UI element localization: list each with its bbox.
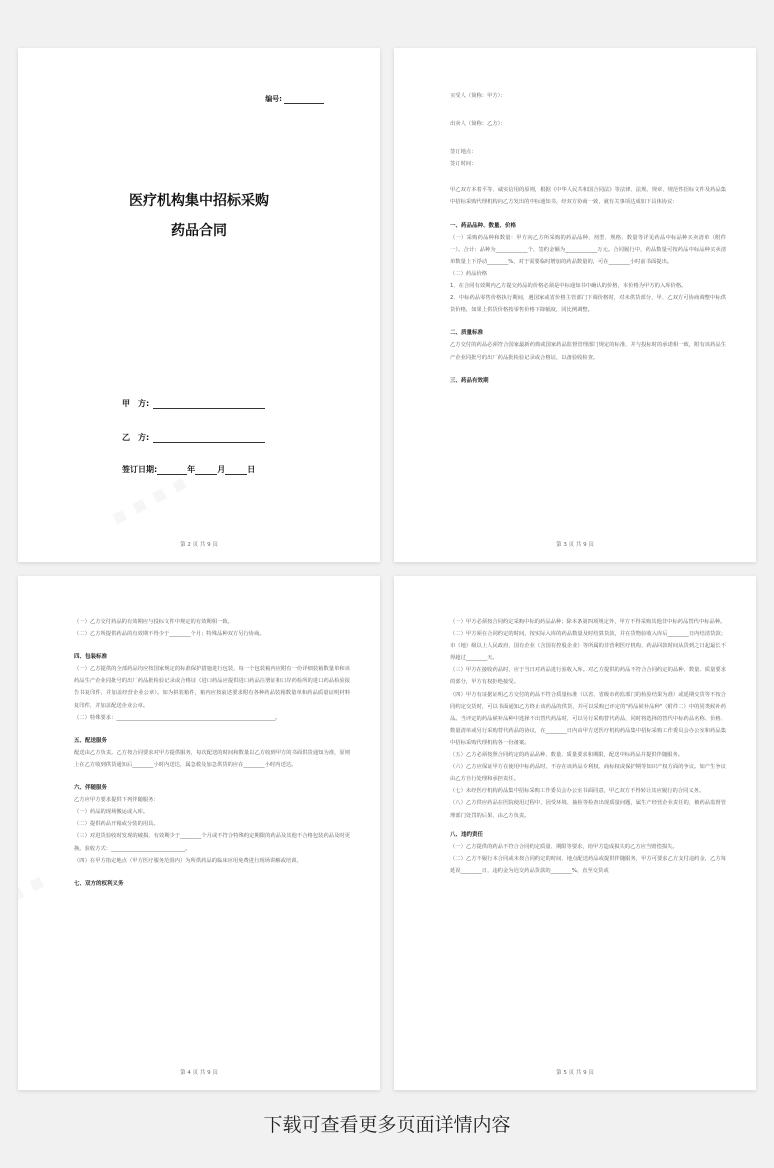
section-6-para-3: （三）对进货验收时发现的破损、有效期少于________个月或不符合特殊约定期限的药品及其他不合格包装药品及时更换。验收方式：____________________________。 <box>74 833 350 852</box>
contract-title-line1: 医疗机构集中招标采购 <box>129 193 269 209</box>
party-b-label: 乙 方: <box>122 433 150 442</box>
page-number: 第 5 页 共 9 页 <box>556 1070 594 1076</box>
party-a-blank <box>153 399 265 409</box>
intro-paragraph: 甲乙双方本着平等、诚实信用的原则，根据《中华人民共和国合同法》等法律、法规、规章、规范性招标文件及药品集中招标采购代理机构向乙方发出的中标通知书，经双方协商一致，就有关事项达成如下具体协议： <box>450 187 726 206</box>
section-1-para-4: 2．中标药品零售价格执行期间，遇国家或省价格主管部门下调价格时，对未供货部分，甲、乙双方可协商调整中标供货价格，如果上供货价格按零售价格下降幅度，同比例调整。 <box>450 295 726 314</box>
section-7-heading: 七、双方的权利义务 <box>74 880 124 887</box>
contract-number-field <box>265 94 324 104</box>
party-b-blank <box>153 433 265 443</box>
sign-date-label: 签订日期: <box>122 465 158 474</box>
section-8-para-1: （一）乙方提供的药品不符合合同约定质量、期限等要求，给甲方造成损失的乙方应当赔偿损失。 <box>450 843 678 850</box>
section-3-heading: 三、药品有效期 <box>450 377 489 384</box>
sign-date-field <box>122 464 255 475</box>
obligation-para-8: （八）乙方供应药品在医院使用过程中，因受环境、抽检等检查出现质量问题，属生产经营企业责任的，被药品监督管理部门处罚的后果，由乙方负责。 <box>450 800 726 819</box>
month-blank <box>195 465 217 475</box>
page-number: 第 3 页 共 9 页 <box>556 542 594 548</box>
contract-page-3 <box>394 48 756 562</box>
sign-time-line: 签订时间： <box>450 161 477 168</box>
section-6-para-2: （二）提供药品开箱或分装的用具。 <box>74 821 159 828</box>
contract-number-blank <box>284 95 324 104</box>
obligation-para-6: （六）乙方应保证甲方在使用中标药品时，不存在该药品专利权、商标权或保护期等知识产权方面的争议。如产生争议由乙方自行处理和承担责任。 <box>450 764 726 783</box>
contract-title-line2: 药品合同 <box>171 223 227 239</box>
contract-cover-page <box>18 48 380 562</box>
section-6-para-1: （一）药品的现场搬运或入库。 <box>74 809 149 816</box>
contract-number-label: 编号: <box>265 95 282 103</box>
buyer-line: 买受人（简称：甲方）： <box>450 93 506 99</box>
watermark <box>107 470 192 531</box>
day-blank <box>225 465 247 475</box>
watermark <box>18 869 49 909</box>
year-label: 年 <box>187 465 196 474</box>
obligation-para-4: （四）甲方有证据证明乙方交付的药品不符合质量标准（以省、省级市药监部门的检验结果为准）或延期交货等不按合同约定交货时，可以书面通知乙方终止该药品的供货，并可以采购已评定的"药品候补品种"（附件二）中的同类候补药品。当评定的药品候补品种中选择不出替代药品时，可以另行采购替代药品，同时将选择的替代中标药品名称、价格、数量清单或另行采购替代药品的协议，在________日内由甲方送医疗机构药品集中招标采购工作委员会办公室和药品集中招标采购代理机构各一份备案。 <box>450 691 726 746</box>
section-5-heading: 五、配送服务 <box>74 737 108 744</box>
section-4-para-2: （二）特殊要求：____________________________________________________________。 <box>74 714 281 721</box>
party-a-field <box>122 398 265 409</box>
section-2-para-1: 乙方交付的药品必须符合国家最新药典或国家药品监督管理部门规定的标准，并与投标时的承诺相一致，附有该药品生产企业同批号的出厂药品批检验记录或合格证，以备验收检查。 <box>450 342 726 361</box>
section-1-heading: 一、药品品种、数量、价格 <box>450 222 517 229</box>
section-5-para-1: 配送由乙方负责。乙方按合同要求对甲方提供服务，每次配送的时间和数量以乙方收到甲方的书面供货通知为准，原则上在乙方收到供货通知后________小时内送达，属急救及加急供货的应在________小时内送达。 <box>74 749 350 768</box>
section-6-para-0: 乙方应甲方要求提供下列伴随服务： <box>74 797 159 804</box>
page-number: 第 2 页 共 9 页 <box>180 542 218 548</box>
contract-page-4 <box>18 576 380 1090</box>
obligation-para-2: （二）甲方须在合同约定的时间，按实际入库的药品数量及时结算货款，并在货物验收入库后________日内结清货款；市（地）级以上人民政府、国有企业（含国有控股企业）等所属的非营利医疗机构，药品回款时间从货到之日起最长不得超过________天。 <box>450 631 726 662</box>
seller-line: 出卖人（简称：乙方）： <box>450 121 506 128</box>
day-label: 日 <box>247 465 256 474</box>
section-6-para-4: （四）在甲方指定地点（甲方医疗服务范围内）为所供药品的临床应用免费进行现场讲解或培训。 <box>74 857 302 864</box>
section-6-heading: 六、伴随服务 <box>74 785 108 792</box>
month-label: 月 <box>217 465 226 474</box>
page-number: 第 4 页 共 9 页 <box>180 1070 218 1076</box>
section-8-para-2: （二）乙方不履行本合同或未按合同约定的时间、地点配送药品或提供伴随服务，甲方可要求乙方支付违约金，乙方每延误________日，违约金为迟交药品货款的________%，直至交货或 <box>450 855 726 874</box>
contract-page-5 <box>394 576 756 1090</box>
section-4-heading: 四、包装标准 <box>74 654 108 661</box>
validity-para-2: （二）乙方所提供药品的有效期不得少于________个月；特殊品种双方另行协商。 <box>74 631 265 638</box>
section-1-para-1: （一）采购药品种和数量：甲方向乙方所采购的药品品种、剂型、规格、数量等详见药品中标品种买卖清单（附件一）。合计：品种为____________个，签约金额为____________万元。合同履行中，药品数量可按药品中标品种买卖清单数量上下浮动________%，对于需要临时增加的药品数量的，可在________小时前书面提出。 <box>450 234 726 265</box>
party-a-label: 甲 方: <box>122 399 150 408</box>
section-1-para-3: 1．在合同有效期内乙方提交药品的价格必须是中标通知书中确认的价格，本价格为甲方的入库价格。 <box>450 283 687 290</box>
section-8-heading: 八、违约责任 <box>450 831 484 838</box>
sign-place-line: 签订地点： <box>450 149 477 156</box>
section-4-para-1: （一）乙方提供的全部药品均应按国家规定的标准保护措施进行包装，每一个包装箱内应附有一份详细装箱数量单和该药品生产企业同批号的出厂药品批检验记录或合格证（进口药品应提供进口药品注册证和口岸药检所的进口药品检验报告书复印件，并加盖经营企业公章）。如为拼装箱件，箱内应按前述要求附有各种药品装箱数量单和药品质量证明材料复印件，并加盖配送企业公章。 <box>74 666 350 709</box>
section-2-heading: 二、质量标准 <box>450 330 484 337</box>
obligation-para-7: （七）未经医疗机构药品集中招标采购工作委员会办公室书面同意，甲乙双方不得转让其应履行的合同义务。 <box>450 788 705 795</box>
validity-para-1: （一）乙方交付药品的有效期应与投标文件中规定的有效期相一致。 <box>74 619 233 625</box>
section-1-para-2: （二）药品价格 <box>450 270 488 277</box>
download-more-caption: 下载可查看更多页面详情内容 <box>263 1114 511 1136</box>
obligation-para-3: （三）甲方在接收药品时，应于当日对药品进行验收入库。对乙方提供的药品不符合合同约定的品种、数量、质量要求的部分，甲方有权拒绝接受。 <box>450 667 726 686</box>
obligation-para-5: （五）乙方必须按照合同约定的药品品种、数量、质量要求和期限，配送中标药品并提供伴随服务。 <box>450 752 684 759</box>
obligation-para-1: （一）甲方必须按合同约定采购中标的药品品种；除本条第四项规定外，甲方不得采购其他非中标药品替代中标品种。 <box>450 619 726 625</box>
party-b-field <box>122 432 265 443</box>
